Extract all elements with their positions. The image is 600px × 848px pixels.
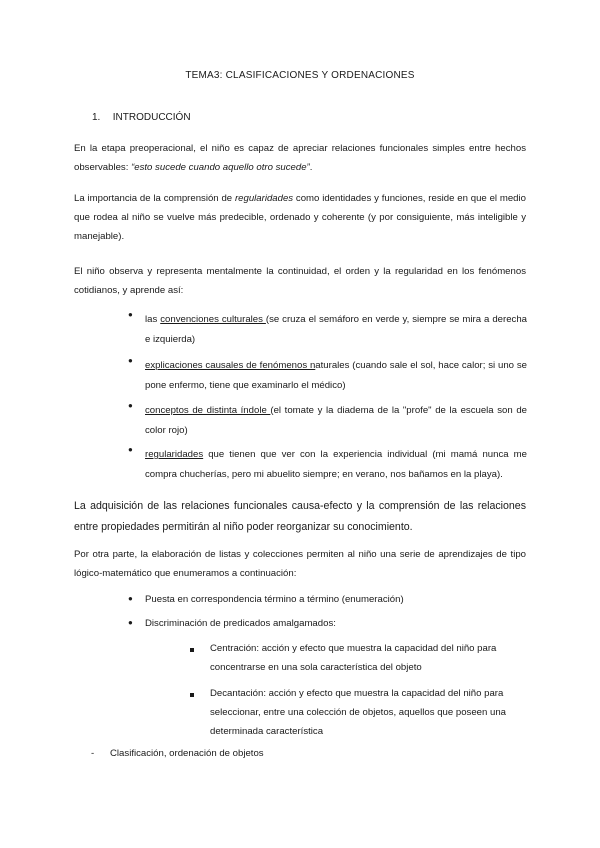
list-item-text — [145, 445, 527, 485]
paragraph-intro-quote: “esto sucede cuando aquello otro sucede” — [131, 162, 310, 173]
bullet-icon: ● — [128, 445, 133, 454]
list-item-post: (el tomate y la diadema de la "profe" de la escuela son de color rojo) — [145, 405, 527, 436]
square-bullet-icon — [190, 648, 194, 652]
bullet-icon: ● — [128, 356, 133, 365]
list-item-underlined: explicaciones causales de fenómenos n — [145, 360, 316, 371]
list-item-post: que tienen que ver con la experiencia individual (mi mamá nunca me compra chucherías, pero mi abuelito siempre; en verano, nos bañamos en la playa). — [145, 449, 527, 480]
section-number: 1. — [92, 112, 101, 123]
dash-item: Clasificación, ordenación de objetos — [110, 748, 264, 759]
paragraph-regularities-italic: regularidades — [234, 193, 294, 204]
paragraph-regularities-after: como identidades y funciones, reside en que el medio que rodea al niño se vuelve más predecible, ordenado y coherente (y por consiguiente, más inteligible y manejable). — [74, 193, 526, 242]
paragraph-regularities — [74, 189, 526, 246]
sub-list-item: Centración: acción y efecto que muestra la capacidad del niño para concentrarse en una sola característica del objeto — [210, 643, 497, 673]
dash-marker: - — [91, 748, 95, 759]
paragraph-observation: El niño observa y representa mentalmente la continuidad, el orden y la regularidad en los fenómenos cotidianos, y aprende así: — [74, 266, 526, 296]
list-item-post: (se cruza el semáforo en verde y, siempre se mira a derecha e izquierda) — [145, 314, 528, 345]
list-item-underlined: regularidades — [145, 449, 204, 460]
square-bullet-icon — [190, 693, 194, 697]
list-item-text — [145, 401, 527, 441]
section-label: INTRODUCCIÓN — [112, 112, 191, 123]
page-title: TEMA3: CLASIFICACIONES Y ORDENACIONES — [185, 70, 415, 81]
paragraph-intro-text: En la etapa preoperacional, el niño es capaz de apreciar relaciones funcionales simples entre hechos observables: — [74, 143, 526, 173]
paragraph-intro — [74, 139, 526, 177]
bullet-icon: ● — [128, 310, 133, 319]
list-item: Discriminación de predicados amalgamados: — [145, 618, 336, 629]
sub-list-item: Decantación: acción y efecto que muestra la capacidad del niño para seleccionar, entre una colección de objetos, aquellos que poseen una determinada característica — [210, 688, 507, 737]
list-item-text — [145, 356, 527, 396]
paragraph-intro-end: . — [309, 162, 313, 173]
bullet-icon: ● — [128, 401, 133, 410]
paragraph-regularities-before: La importancia de la comprensión de — [74, 193, 235, 204]
bullet-icon: ● — [128, 618, 133, 627]
section-heading — [92, 112, 191, 123]
bullet-icon: ● — [128, 594, 133, 603]
paragraph-acquisition: La adquisición de las relaciones funcionales causa-efecto y la comprensión de las relaciones entre propiedades permitirán al niño poder reorganizar su conocimiento. — [74, 500, 526, 533]
list-item-post: aturales (cuando sale el sol, hace calor; si uno se pone enfermo, tiene que examinarlo el médico) — [145, 360, 527, 391]
list-item-underlined: conceptos de distinta índole — [145, 405, 271, 416]
list-item-text — [145, 310, 527, 350]
paragraph-lists: Por otra parte, la elaboración de listas y colecciones permiten al niño una serie de aprendizajes de tipo lógico-matemático que enumeramos a continuación: — [74, 549, 526, 579]
list-item-underlined: convenciones culturales — [160, 314, 266, 325]
list-item: Puesta en correspondencia término a término (enumeración) — [145, 594, 404, 605]
list-item-pre: las — [145, 314, 161, 325]
